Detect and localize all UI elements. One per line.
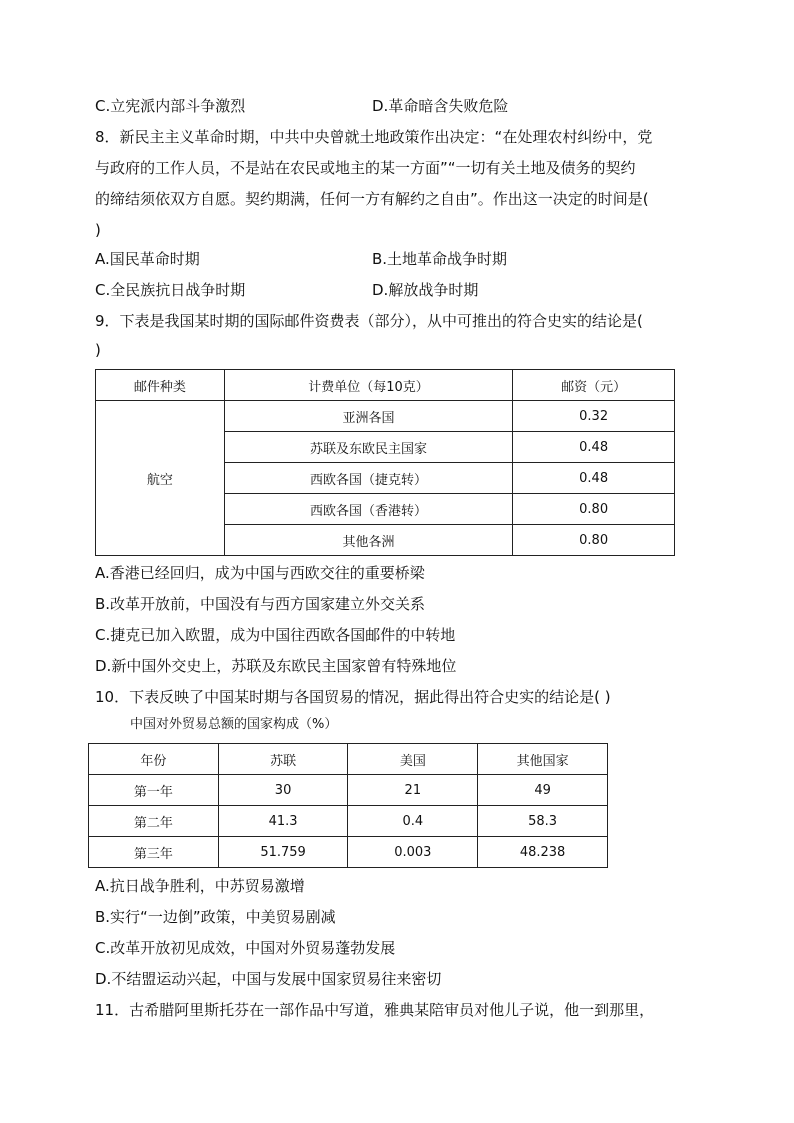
table-row <box>89 837 608 868</box>
q8-option-d[interactable]: D.解放战争时期 <box>372 281 479 299</box>
table-cell: 48.238 <box>478 837 608 868</box>
trade-table-caption: 中国对外贸易总额的国家构成（%） <box>130 717 338 732</box>
q9-option-d[interactable]: D.新中国外交史上，苏联及东欧民主国家曾有特殊地位 <box>95 657 457 675</box>
table-cell: 21 <box>348 775 478 806</box>
q8-option-a[interactable]: A.国民革命时期 <box>95 250 200 268</box>
mail-category-cell: 航空 <box>96 401 225 556</box>
q8-option-c[interactable]: C.全民族抗日战争时期 <box>95 281 246 299</box>
table-row <box>89 806 608 837</box>
table-cell: 0.48 <box>513 463 675 494</box>
table-cell: 第一年 <box>89 775 219 806</box>
table-header-row <box>96 370 675 401</box>
table-cell: 30 <box>218 775 348 806</box>
table-cell: 0.80 <box>513 494 675 525</box>
table-cell: 49 <box>478 775 608 806</box>
q9-option-a[interactable]: A.香港已经回归，成为中国与西欧交往的重要桥梁 <box>95 564 425 582</box>
q8-option-b[interactable]: B.土地革命战争时期 <box>372 250 508 268</box>
table-cell: 41.3 <box>218 806 348 837</box>
trade-table <box>88 743 608 868</box>
table-cell: 西欧各国（捷克转） <box>224 463 512 494</box>
table-row <box>96 401 675 432</box>
q9-option-c[interactable]: C.捷克已加入欧盟，成为中国往西欧各国邮件的中转地 <box>95 626 456 644</box>
q7-option-c[interactable]: C.立宪派内部斗争激烈 <box>95 97 246 115</box>
table-cell: 58.3 <box>478 806 608 837</box>
q8-stem-line-1: 8．新民主主义革命时期，中共中央曾就土地政策作出决定：“在处理农村纠纷中，党 <box>95 128 653 146</box>
q10-option-c[interactable]: C.改革开放初见成效，中国对外贸易蓬勃发展 <box>95 939 396 957</box>
q9-stem-line-2: ) <box>95 341 101 359</box>
q7-option-d[interactable]: D.革命暗含失败危险 <box>372 97 509 115</box>
table-cell: 西欧各国（香港转） <box>224 494 512 525</box>
q9-stem-line-1: 9．下表是我国某时期的国际邮件资费表（部分），从中可推出的符合史实的结论是( <box>95 312 643 330</box>
table-header-row <box>89 744 608 775</box>
table-cell: 亚洲各国 <box>224 401 512 432</box>
table-cell: 第二年 <box>89 806 219 837</box>
table-header-cell: 邮件种类 <box>96 370 225 401</box>
table-header-cell: 其他国家 <box>478 744 608 775</box>
table-header-cell: 年份 <box>89 744 219 775</box>
q10-option-d[interactable]: D.不结盟运动兴起，中国与发展中国家贸易往来密切 <box>95 970 442 988</box>
q8-options-ab <box>95 249 715 269</box>
q8-stem-line-4: ) <box>95 221 101 239</box>
table-cell: 0.32 <box>513 401 675 432</box>
q8-stem-line-3: 的缔结须依双方自愿。契约期满，任何一方有解约之自由”。作出这一决定的时间是( <box>95 190 649 208</box>
q10-option-a[interactable]: A.抗日战争胜利，中苏贸易激增 <box>95 877 305 895</box>
table-cell: 第三年 <box>89 837 219 868</box>
q11-stem: 11．古希腊阿里斯托芬在一部作品中写道，雅典某陪审员对他儿子说，他一到那里， <box>95 1001 655 1019</box>
table-cell: 0.48 <box>513 432 675 463</box>
table-cell: 0.003 <box>348 837 478 868</box>
q8-stem-line-2: 与政府的工作人员，不是站在农民或地主的某一方面”“一切有关土地及债务的契约 <box>95 159 636 177</box>
table-header-cell: 苏联 <box>218 744 348 775</box>
table-cell: 0.80 <box>513 525 675 556</box>
q10-option-b[interactable]: B.实行“一边倒”政策，中美贸易剧减 <box>95 908 336 926</box>
table-cell: 0.4 <box>348 806 478 837</box>
table-header-cell: 邮资（元） <box>513 370 675 401</box>
table-header-cell: 计费单位（每10克） <box>224 370 512 401</box>
table-cell: 其他各洲 <box>224 525 512 556</box>
table-row <box>89 775 608 806</box>
q9-option-b[interactable]: B.改革开放前，中国没有与西方国家建立外交关系 <box>95 595 426 613</box>
q7-options-cd <box>95 96 715 116</box>
q8-options-cd <box>95 280 715 300</box>
q10-stem: 10．下表反映了中国某时期与各国贸易的情况，据此得出符合史实的结论是( ) <box>95 688 611 706</box>
table-cell: 51.759 <box>218 837 348 868</box>
table-cell: 苏联及东欧民主国家 <box>224 432 512 463</box>
table-header-cell: 美国 <box>348 744 478 775</box>
postage-table <box>95 369 675 556</box>
